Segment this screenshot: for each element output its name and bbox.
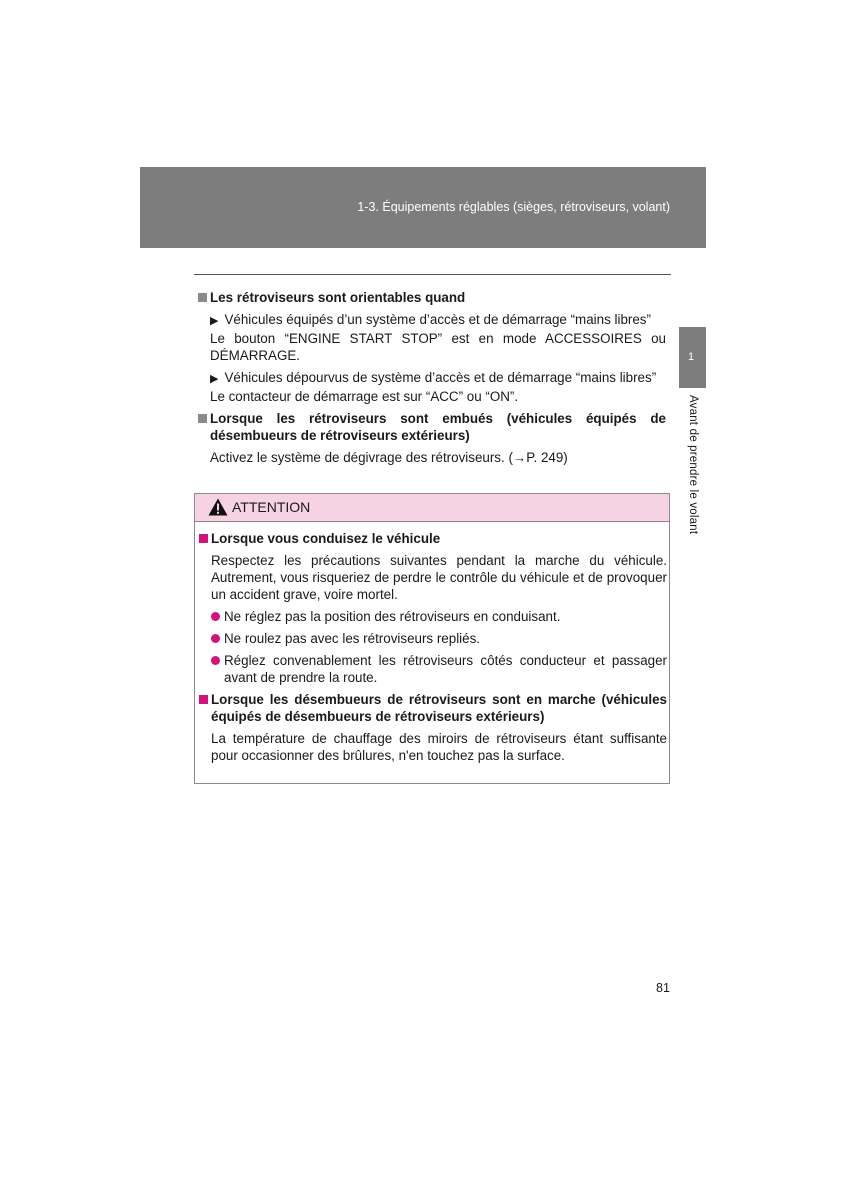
section-title-mirrors-adjustable: Les rétroviseurs sont orientables quand bbox=[196, 289, 666, 306]
condition-item-no-smart-key: ▶ Véhicules dépourvus de système d’accès et de démarrage “mains libres” Le contacteur de démarrage est sur “ACC” ou “ON”. bbox=[210, 370, 657, 404]
chapter-number: 1 bbox=[688, 351, 695, 363]
attention-title: ATTENTION bbox=[232, 499, 311, 515]
chapter-side-tab bbox=[679, 327, 706, 388]
chapter-side-label: Avant de prendre le volant bbox=[687, 395, 699, 535]
section-square-icon bbox=[198, 293, 207, 302]
main-content bbox=[196, 289, 666, 466]
warning-triangle-icon bbox=[208, 498, 228, 516]
attention-driving-text: Respectez les précautions suivantes pendant la marche du véhicule. Autrement, vous risqueriez de perdre le contrôle du véhicule et de provoquer un accident grave, voire mortel. bbox=[211, 553, 667, 602]
defogger-instruction: Activez le système de dégivrage des rétroviseurs. (→P. 249) bbox=[210, 450, 568, 465]
attention-defoggers-text: La température de chauffage des miroirs de rétroviseurs étant suffisante pour occasionner des brûlures, n'en touchez pas la surface. bbox=[211, 731, 667, 763]
header-rule bbox=[194, 274, 671, 275]
section-title-mirrors-fogged: Lorsque les rétroviseurs sont embués (véhicules équipés de désembueurs de rétroviseurs extérieurs) bbox=[196, 410, 666, 444]
chapter-header-band bbox=[140, 167, 706, 248]
triangle-right-icon: ▶ bbox=[210, 373, 219, 385]
attention-section-title-defoggers: Lorsque les désembueurs de rétroviseurs sont en marche (véhicules équipés de désembueurs de rétroviseurs extérieurs) bbox=[197, 691, 667, 725]
bullet-dot-icon bbox=[211, 656, 220, 665]
attention-section-title-driving: Lorsque vous conduisez le véhicule bbox=[197, 530, 667, 547]
bullet-dot-icon bbox=[211, 634, 220, 643]
page-reference-link[interactable]: P. 249) bbox=[526, 450, 568, 465]
page-number: 81 bbox=[656, 981, 670, 995]
triangle-right-icon: ▶ bbox=[210, 315, 219, 327]
bullet-dot-icon bbox=[211, 612, 220, 621]
section-square-icon bbox=[198, 414, 207, 423]
section-square-icon bbox=[199, 695, 208, 704]
attention-header bbox=[195, 494, 669, 522]
attention-bullet-2: Ne roulez pas avec les rétroviseurs repliés. bbox=[197, 630, 667, 647]
attention-body bbox=[197, 530, 667, 764]
chapter-title: 1-3. Équipements réglables (sièges, rétroviseurs, volant) bbox=[357, 200, 670, 214]
section-square-icon bbox=[199, 534, 208, 543]
condition-item-smart-key: ▶ Véhicules équipés d’un système d’accès et de démarrage “mains libres” Le bouton “ENGINE START STOP” est en mode ACCESSOIRES ou DÉMARRAGE. bbox=[210, 312, 666, 363]
attention-bullet-1: Ne réglez pas la position des rétroviseurs en conduisant. bbox=[197, 608, 667, 625]
attention-bullet-3: Réglez convenablement les rétroviseurs côtés conducteur et passager avant de prendre la route. bbox=[197, 652, 667, 686]
page-reference-arrow: → bbox=[512, 450, 527, 465]
attention-box bbox=[194, 493, 670, 784]
